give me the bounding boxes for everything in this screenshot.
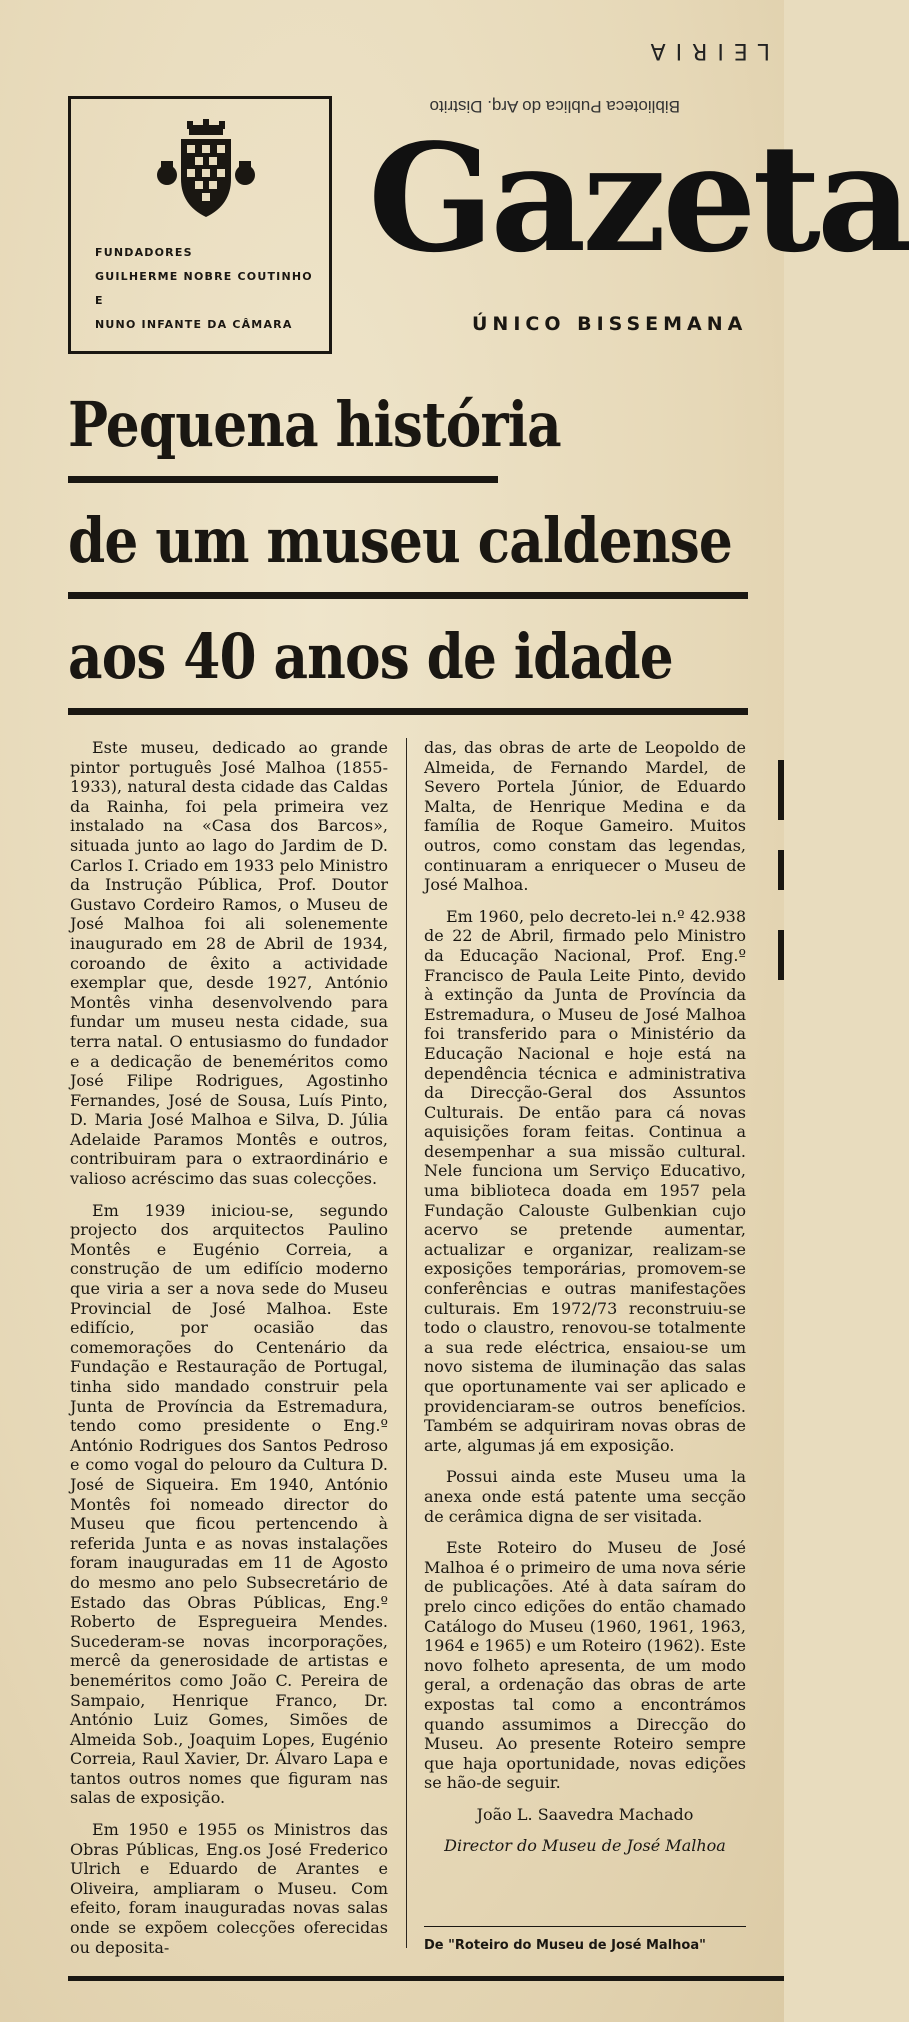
library-stamp: Biblioteca Publica do Arq. Distrito	[429, 97, 680, 116]
article-column-right	[424, 738, 746, 1868]
headline-line-2: de um museu caldense	[68, 504, 732, 577]
masthead-subtitle: ÚNICO BISSEMANA	[472, 313, 748, 335]
founder-name-2: NUNO INFANTE DA CÂMARA	[95, 318, 293, 331]
headline-line-1: Pequena história	[68, 388, 561, 461]
paragraph: Possui ainda este Museu uma la anexa onde está patente uma secção de cerâmica digna de ser visitada.	[424, 1467, 746, 1526]
paragraph: das, das obras de arte de Leopoldo de Almeida, de Fernando Mardel, de Severo Portela Júnior, de Eduardo Malta, de Henrique Medina e da família de Roque Gameiro. Muitos outros, como constam das legendas, continuaram a enriquecer o Museu de José Malhoa.	[424, 738, 746, 895]
masthead-title: Gazeta	[368, 111, 909, 285]
credit-rule	[424, 1926, 746, 1927]
top-location-mark: LEIRIA	[640, 38, 770, 63]
crest-icon	[151, 117, 261, 227]
headline-rule-3	[68, 708, 748, 715]
source-credit: De "Roteiro do Museu de José Malhoa"	[424, 1938, 706, 1953]
paragraph: Em 1939 iniciou-se, segundo projecto dos arquitectos Paulino Montês e Eugénio Correia, a construção de um edifício moderno que viria a ser a nova sede do Museu Provincial de José Malhoa. Este edifício, por ocasião das comemorações do Centenário da Fundação e Restauração de Portugal, tinha sido mandado construir pela Junta de Província da Estremadura, tendo como presidente o Eng.º António Rodrigues dos Santos Pedroso e como vogal do pelouro da Cultura D. José de Siqueira. Em 1940, António Montês foi nomeado director do Museu que ficou pertencendo à referida Junta e as novas instalações foram inauguradas em 11 de Agosto do mesmo ano pelo Subsecretário de Estado das Obras Públicas, Eng.º Roberto de Espregueira Mendes. Sucederam-se novas incorporações, mercê da generosidade de artistas e beneméritos como João C. Pereira de Sampaio, Henrique Franco, Dr. António Luiz Gomes, Simões de Almeida Sob., Joaquim Lopes, Eugénio Correia, Raul Xavier, Dr. Álvaro Lapa e tantos outros nomes que figuram nas salas de exposição.	[70, 1200, 388, 1808]
bottom-rule	[68, 1976, 784, 1981]
paragraph: Em 1950 e 1955 os Ministros das Obras Públicas, Eng.os José Frederico Ulrich e Eduardo de Arantes e Oliveira, ampliaram o Museu. Com efeito, foram inauguradas novas salas onde se expõem colecções oferecidas ou deposita-	[70, 1820, 388, 1957]
founders-box	[68, 96, 332, 354]
founder-name-1: GUILHERME NOBRE COUTINHO	[95, 270, 313, 283]
headline-rule-2	[68, 592, 748, 599]
column-divider	[406, 738, 407, 1948]
paragraph: Este museu, dedicado ao grande pintor português José Malhoa (1855-1933), natural desta cidade das Caldas da Rainha, foi pela primeira vez instalado na «Casa dos Barcos», situada junto ao lago do Jardim de D. Carlos I. Criado em 1933 pelo Ministro da Instrução Pública, Prof. Doutor Gustavo Cordeiro Ramos, o Museu de José Malhoa foi ali solenemente inaugurado em 28 de Abril de 1934, coroando de êxito a actividade exemplar que, desde 1927, António Montês vinha desenvolvendo para fundar um museu nesta cidade, sua terra natal. O entusiasmo do fundador e a dedicação de beneméritos como José Filipe Rodrigues, Agostinho Fernandes, José de Sousa, Luís Pinto, D. Maria José Malhoa e Silva, D. Júlia Adelaide Paramos Montês e outros, contribuiram para o extraordinário e valioso acréscimo das suas colecções.	[70, 738, 388, 1189]
paragraph: Este Roteiro do Museu de José Malhoa é o primeiro de uma nova série de publicações. Até à data saíram do prelo cinco edições do então chamado Catálogo do Museu (1960, 1961, 1963, 1964 e 1965) e um Roteiro (1962). Este novo folheto apresenta, de um modo geral, a ordenação das obras de arte expostas tal como a encontrámos quando assumimos a Direcção do Museu. Ao presente Roteiro sempre que haja oportunidade, novas edições se hão-de seguir.	[424, 1538, 746, 1793]
author-name: João L. Saavedra Machado	[476, 1804, 694, 1824]
author-role: Director do Museu de José Malhoa	[444, 1836, 726, 1856]
adjacent-column-edge	[772, 720, 784, 1980]
headline-rule-1	[68, 476, 498, 483]
paragraph: Em 1960, pelo decreto-lei n.º 42.938 de 22 de Abril, firmado pelo Ministro da Educação Nacional, Prof. Eng.º Francisco de Paula Leite Pinto, devido à extinção da Junta de Província da Estremadura, o Museu de José Malhoa foi transferido para o Ministério da Educação Nacional e hoje está na dependência técnica e administrativa da Direcção-Geral dos Assuntos Culturais. De então para cá novas aquisições foram feitas. Continua a desempenhar a sua missão cultural. Nele funciona um Serviço Educativo, uma biblioteca doada em 1957 pela Fundação Calouste Gulbenkian cujo acervo se pretende aumentar, actualizar e organizar, realizam-se exposições temporárias, promovem-se conferências e outras manifestações culturais. Em 1972/73 reconstruiu-se todo o claustro, renovou-se totalmente a sua rede eléctrica, ensaiou-se um novo sistema de iluminação das salas que oportunamente vai ser aplicado e providenciaram-se outros benefícios. Também se adquiriram novas obras de arte, algumas já em exposição.	[424, 906, 746, 1455]
article-column-left	[70, 738, 388, 1969]
founders-label: FUNDADORES	[95, 246, 193, 259]
headline-line-3: aos 40 anos de idade	[68, 620, 673, 693]
founders-connector: E	[95, 294, 104, 307]
